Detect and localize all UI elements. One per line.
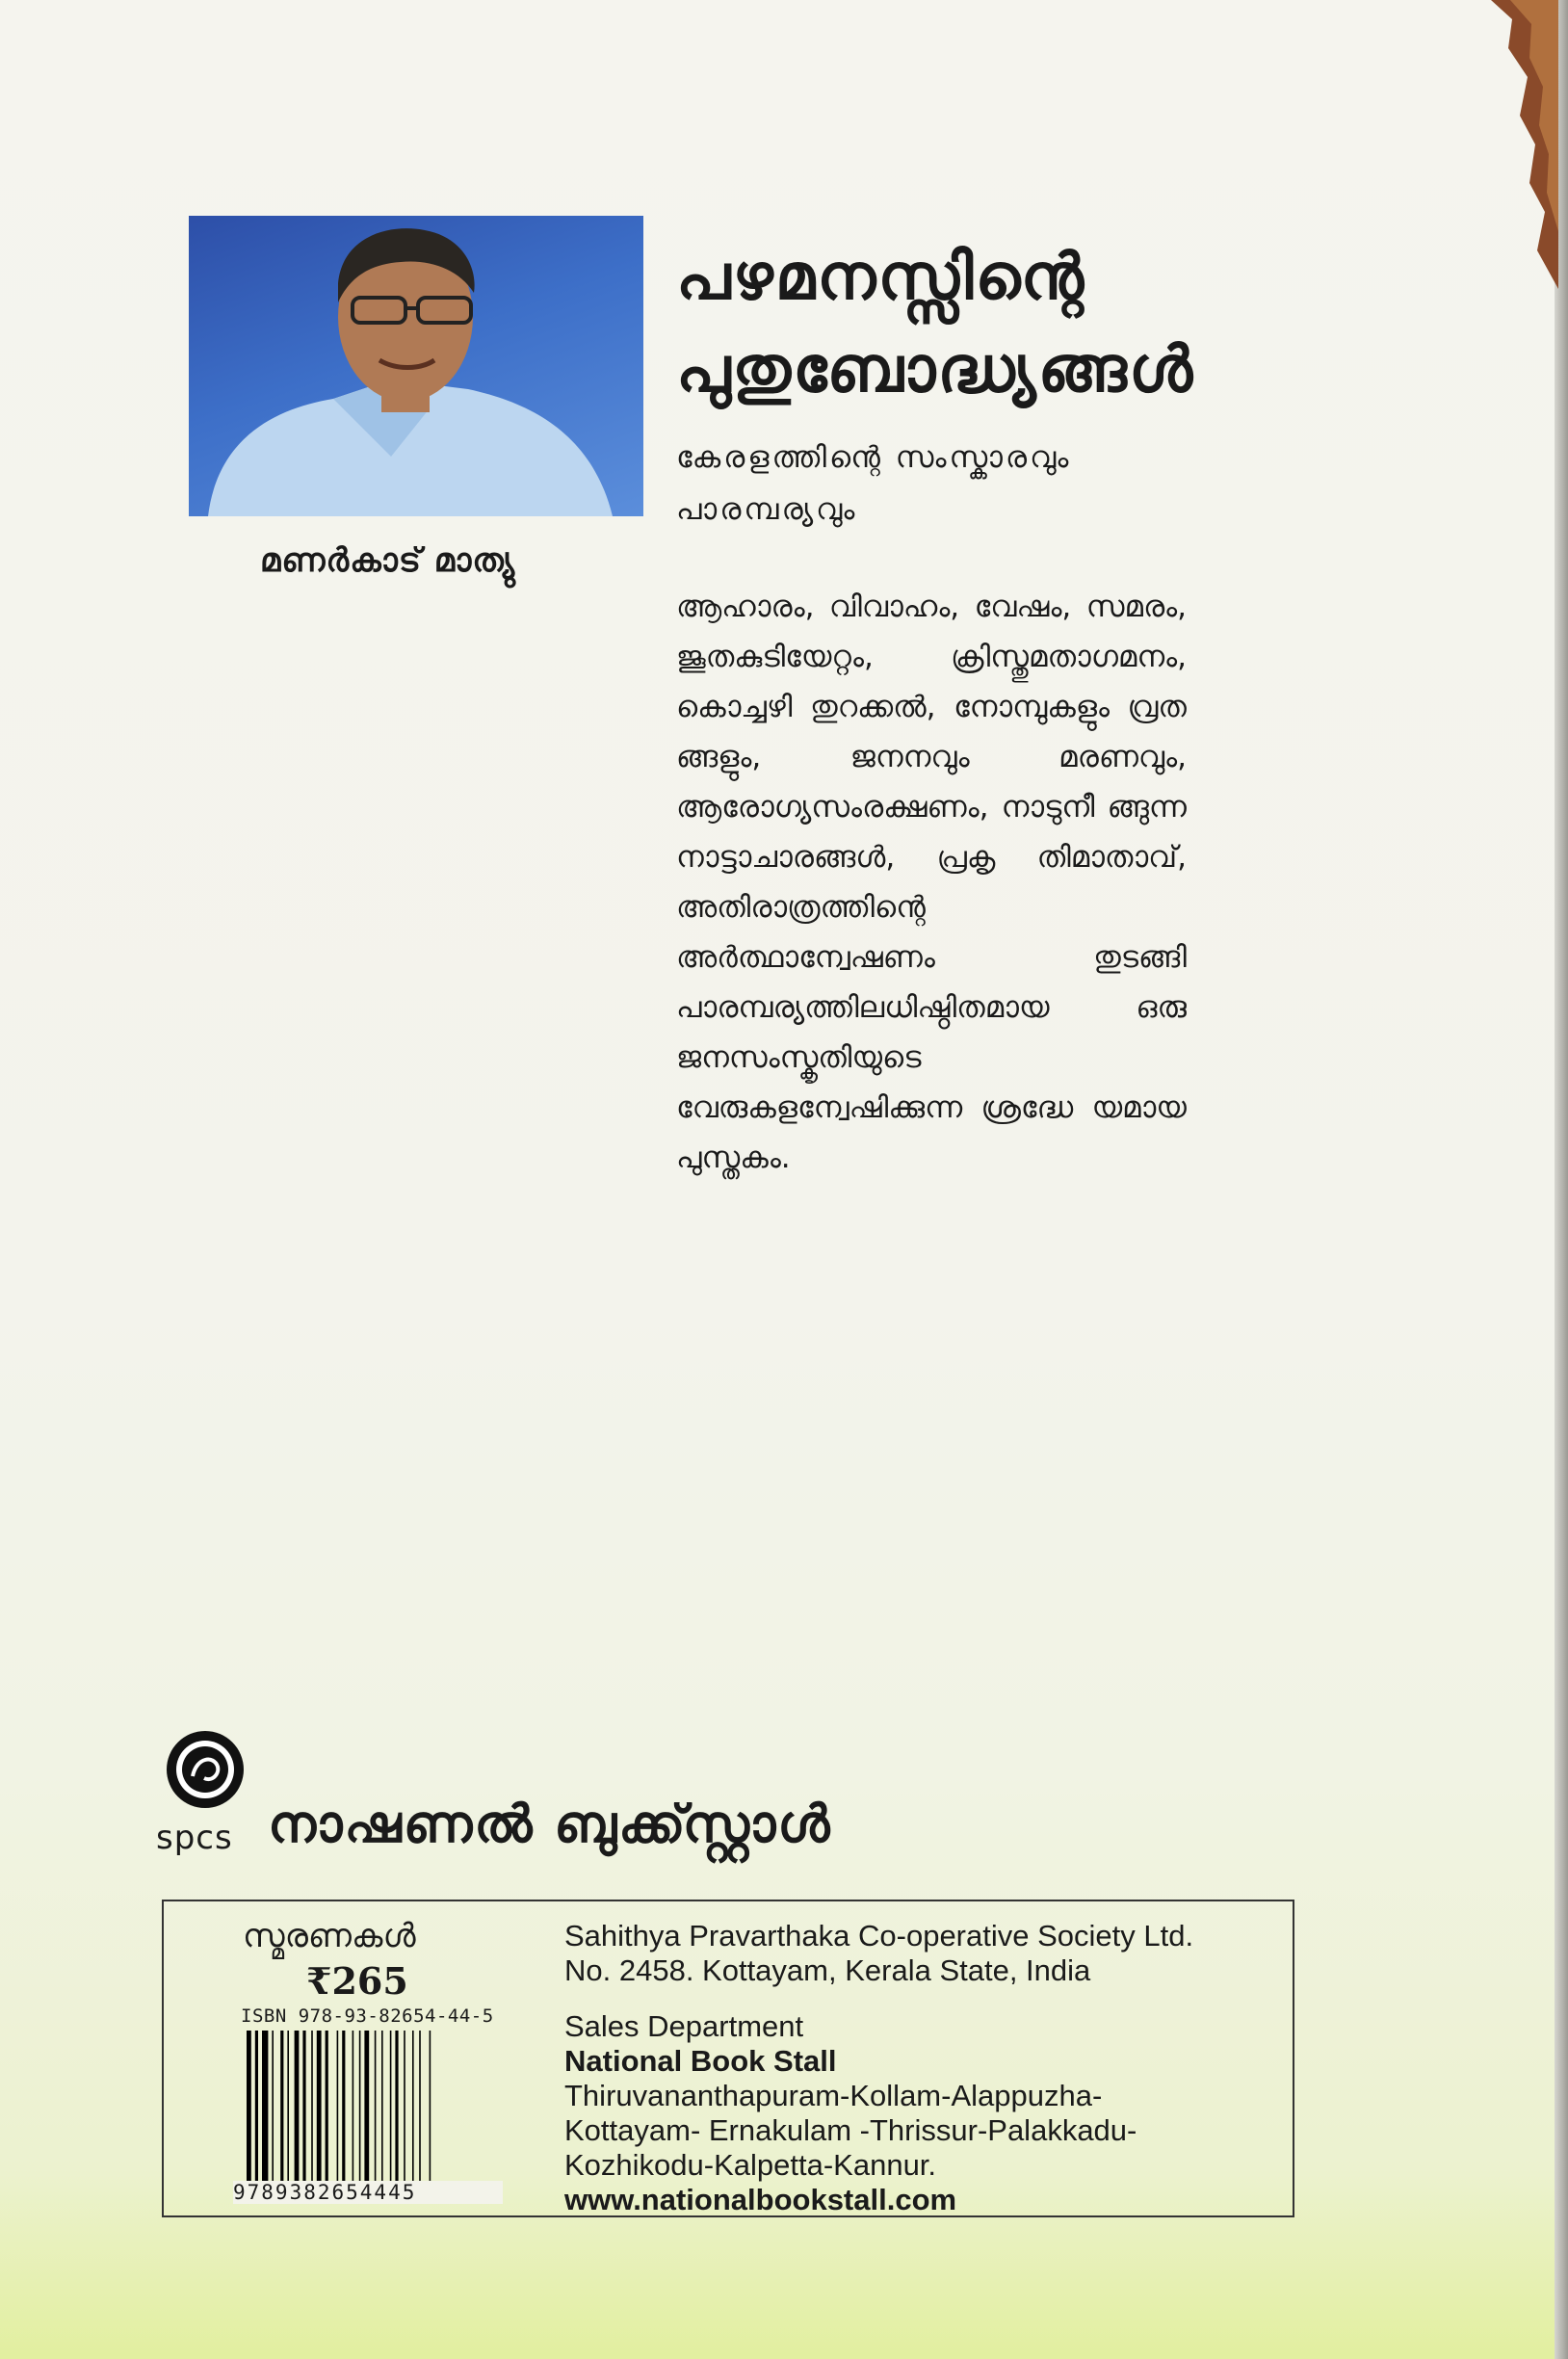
publisher-abbr: spcs [156, 1819, 233, 1857]
book-title [676, 231, 1215, 416]
barcode-bar [381, 2031, 383, 2181]
isbn-label: ISBN 978-93-82654-44-5 [241, 2005, 494, 2027]
sales-name: National Book Stall [564, 2044, 837, 2078]
page-edge [1555, 0, 1568, 2359]
branches-line-3: Kozhikodu-Kalpetta-Kannur. [564, 2148, 937, 2182]
branches-line-2: Kottayam- Ernakulam -Thrissur-Palakkadu- [564, 2113, 1137, 2147]
barcode-bar [280, 2031, 283, 2181]
barcode-icon [245, 2031, 485, 2181]
barcode-bar [262, 2031, 268, 2181]
subtitle-line-1: കേരളത്തിന്റെ സംസ്കാരവും [676, 440, 1072, 475]
torn-corner-decoration [1452, 0, 1558, 289]
barcode-bar [342, 2031, 345, 2181]
website-link[interactable]: www.nationalbookstall.com [564, 2183, 957, 2216]
barcode-bar [255, 2031, 258, 2181]
barcode-bar [287, 2031, 289, 2181]
sales-label: Sales Department [564, 2009, 804, 2043]
branches-line-1: Thiruvananthapuram-Kollam-Alappuzha- [564, 2079, 1103, 2112]
barcode-bar [317, 2031, 322, 2181]
barcode-bar [353, 2031, 354, 2181]
barcode-bar [430, 2031, 431, 2181]
book-subtitle [676, 432, 1215, 536]
barcode-bar [359, 2031, 361, 2181]
book-blurb: ആഹാരം, വിവാഹം, വേഷം, സമരം, ജൂതകുടിയേറ്റം, ക്രിസ്തുമതാഗമനം, കൊച്ചഴി തുറക്കൽ, നോമ്പുകളും വ്രത ങ്ങളും, ജനനവും മരണവും, ആരോഗ്യസംരക്ഷണം, നാടുനീ ങ്ങുന്ന നാട്ടാചാരങ്ങൾ, പ്രകൃ തിമാതാവ്, അതിരാത്രത്തിന്റെ അർത്ഥാന്വേഷണം തുടങ്ങി പാരമ്പര്യത്തിലധിഷ്ഠിതമായ ഒരു ജനസംസ്കൃതിയുടെ വേരുകളന്വേഷിക്കുന്ന ശ്രദ്ധേ യമായ പുസ്തകം. [676, 590, 1187, 1175]
author-portrait-icon [189, 216, 643, 516]
barcode-bar [247, 2031, 251, 2181]
subtitle-line-2: പാരമ്പര്യവും [676, 492, 858, 527]
barcode-bar [302, 2031, 305, 2181]
barcode-bar [395, 2031, 398, 2181]
publisher-name: നാഷണൽ ബുക്ക്സ്റ്റാൾ [268, 1794, 832, 1854]
book-price: ₹265 [306, 1959, 408, 2003]
barcode-bar [337, 2031, 339, 2181]
barcode-bar [375, 2031, 377, 2181]
publisher-address [564, 1919, 1277, 2217]
book-category: സ്മരണകൾ [243, 1917, 416, 1955]
barcode-bar [326, 2031, 328, 2181]
barcode-bar [419, 2031, 421, 2181]
publisher-info-box [162, 1900, 1294, 2217]
barcode-bar [404, 2031, 405, 2181]
author-name: മണർകാട് മാത്യു [260, 541, 516, 580]
title-line-1: പഴമനസ്സിന്റെ [676, 240, 1086, 314]
barcode-bar [390, 2031, 392, 2181]
barcode-bar [311, 2031, 313, 2181]
title-line-2: പുതുബോദ്ധ്യങ്ങൾ [676, 332, 1195, 406]
barcode-bar [272, 2031, 274, 2181]
barcode-bar [412, 2031, 414, 2181]
society-line-2: No. 2458. Kottayam, Kerala State, India [564, 1953, 1091, 1987]
barcode-digits: 9789382654445 [233, 2181, 503, 2204]
author-photo [189, 216, 643, 516]
barcode-bar [364, 2031, 369, 2181]
spcs-seal-icon [164, 1728, 247, 1811]
barcode-bar [295, 2031, 300, 2181]
society-line-1: Sahithya Pravarthaka Co-operative Society Ltd. [564, 1919, 1194, 1953]
